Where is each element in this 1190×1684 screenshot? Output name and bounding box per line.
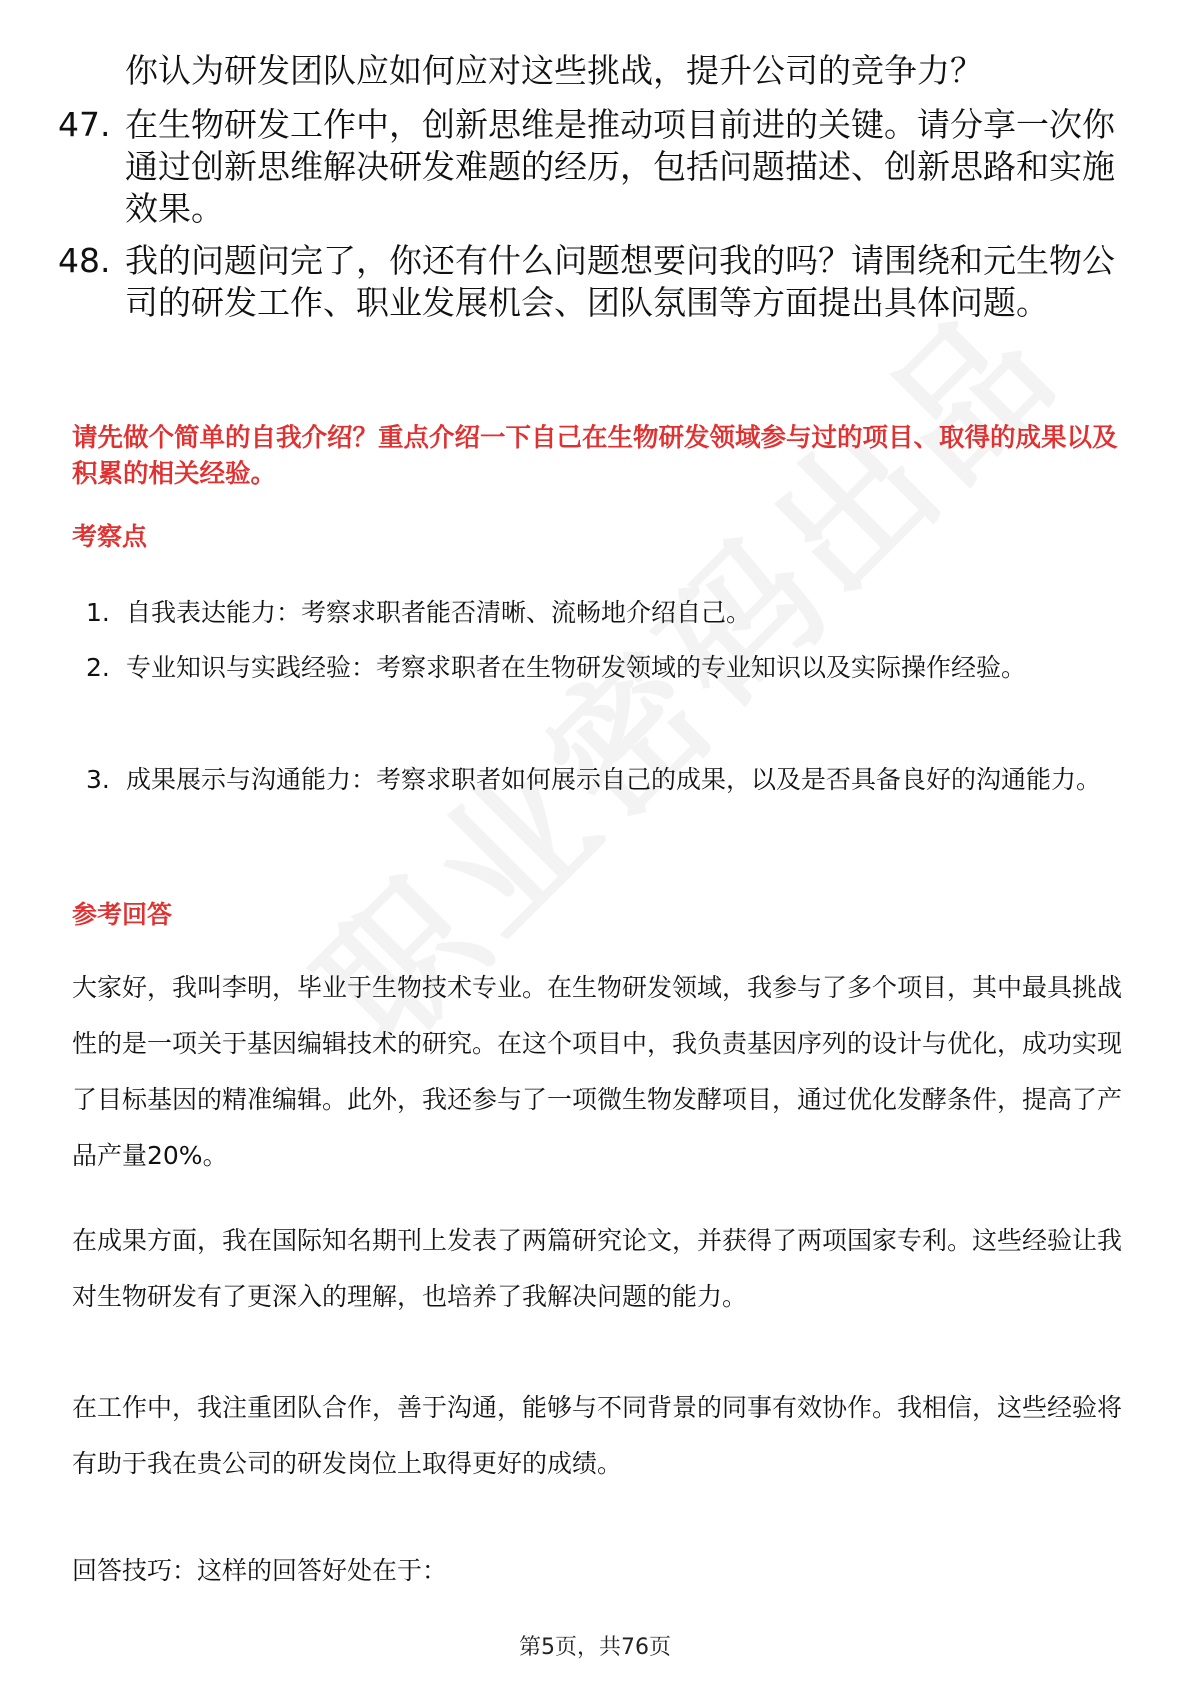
point-number: 1.: [86, 598, 110, 627]
answer-paragraph-1: 大家好，我叫李明，毕业于生物技术专业。在生物研发领域，我参与了多个项目，其中最具挑战性的是一项关于基因编辑技术的研究。在这个项目中，我负责基因序列的设计与优化，成功实现了目标基因的精准编辑。此外，我还参与了一项微生物发酵项目，通过优化发酵条件，提高了产品产量20%。: [72, 973, 1123, 1170]
page-number: 第5页，共76页: [519, 1635, 671, 1660]
assessment-label: 考察点: [72, 522, 148, 551]
question-number: 48.: [58, 241, 111, 280]
answer-paragraph-2: 在成果方面，我在国际知名期刊上发表了两篇研究论文，并获得了两项国家专利。这些经验让我对生物研发有了更深入的理解，也培养了我解决问题的能力。: [72, 1226, 1123, 1311]
question-text: 我的问题问完了，你还有什么问题想要问我的吗？请围绕和元生物公司的研发工作、职业发展机会、团队氛围等方面提出具体问题。: [125, 241, 1115, 322]
main-question-heading: 请先做个简单的自我介绍？重点介绍一下自己在生物研发领域参与过的项目、取得的成果以及积累的相关经验。: [72, 423, 1118, 489]
point-text: 成果展示与沟通能力：考察求职者如何展示自己的成果，以及是否具备良好的沟通能力。: [126, 765, 1102, 794]
reference-answer-label: 参考回答: [72, 900, 173, 929]
answer-tips-intro: 回答技巧：这样的回答好处在于：: [72, 1556, 448, 1585]
answer-paragraph-3: 在工作中，我注重团队合作，善于沟通，能够与不同背景的同事有效协作。我相信，这些经验将有助于我在贵公司的研发岗位上取得更好的成绩。: [72, 1393, 1123, 1478]
point-text: 专业知识与实践经验：考察求职者在生物研发领域的专业知识以及实际操作经验。: [126, 653, 1027, 682]
point-number: 3.: [86, 765, 110, 794]
point-number: 2.: [86, 653, 110, 682]
question-continuation: 你认为研发团队应如何应对这些挑战，提升公司的竞争力？: [125, 51, 983, 90]
question-number: 47.: [58, 105, 111, 144]
point-text: 自我表达能力：考察求职者能否清晰、流畅地介绍自己。: [126, 598, 752, 627]
question-text: 在生物研发工作中，创新思维是推动项目前进的关键。请分享一次你通过创新思维解决研发难题的经历，包括问题描述、创新思路和实施效果。: [125, 105, 1115, 228]
